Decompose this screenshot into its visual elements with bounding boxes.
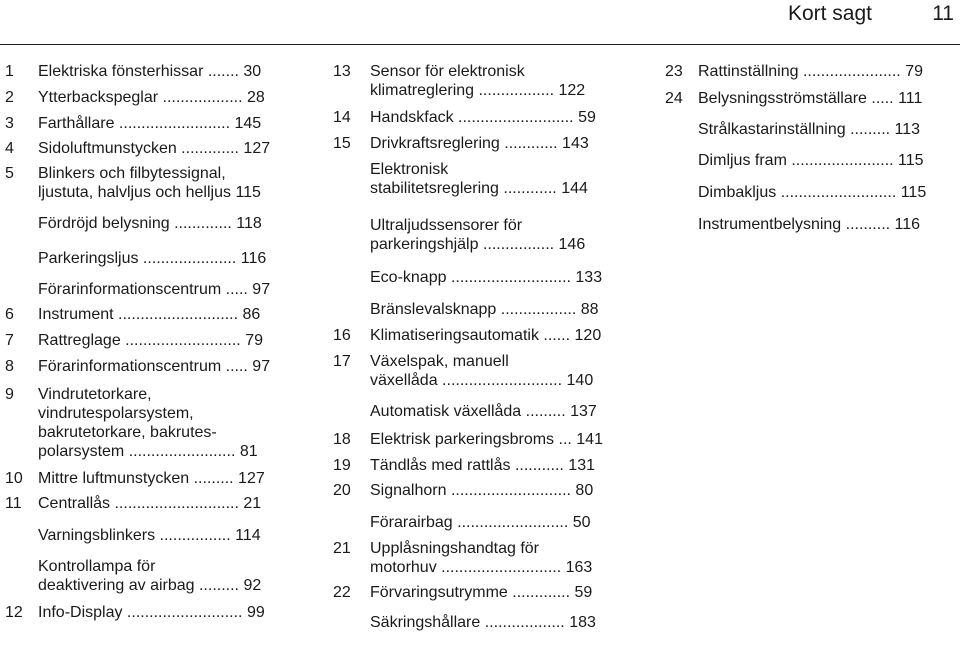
entry-text: Dimljus fram ....................... 115 <box>698 152 924 169</box>
entry-text: Förarairbag ......................... 50 <box>370 514 591 531</box>
entry-text: klimatreglering ................. 122 <box>370 82 586 99</box>
entry-number: 24 <box>665 90 683 107</box>
entry-number: 17 <box>333 353 351 370</box>
page-title: Kort sagt <box>787 2 872 25</box>
entry-number: 6 <box>5 306 14 323</box>
entry-text: parkeringshjälp ................ 146 <box>370 236 586 253</box>
entry-text: Rattreglage .......................... 79 <box>38 332 263 349</box>
entry-text: Info-Display .......................... 99 <box>38 604 265 621</box>
entry-number: 12 <box>5 604 23 621</box>
entry-text: ljustuta, halvljus och helljus 115 <box>38 184 261 201</box>
entry-text: Instrumentbelysning .......... 116 <box>698 216 921 233</box>
entry-text: Växelspak, manuell <box>370 353 509 370</box>
entry-number: 22 <box>333 584 351 601</box>
entry-number: 16 <box>333 327 351 344</box>
entry-text: Varningsblinkers ................ 114 <box>38 527 261 544</box>
entry-number: 13 <box>333 63 351 80</box>
entry-text: Eco-knapp ........................... 133 <box>370 269 603 286</box>
page-number: 11 <box>932 2 954 25</box>
entry-text: stabilitetsreglering ............ 144 <box>370 180 588 197</box>
entry-text: bakrutetorkare, bakrutes- <box>38 424 217 441</box>
entry-number: 2 <box>5 89 14 106</box>
entry-text: Elektronisk <box>370 161 449 178</box>
entry-text: Upplåsningshandtag för <box>370 540 540 557</box>
entry-number: 21 <box>333 540 351 557</box>
entry-text: Sidoluftmunstycken ............. 127 <box>38 140 271 157</box>
entry-text: Sensor för elektronisk <box>370 63 525 80</box>
entry-number: 4 <box>5 140 14 157</box>
entry-number: 19 <box>333 457 351 474</box>
entry-text: Centrallås ............................ 21 <box>38 495 262 512</box>
entry-number: 20 <box>333 482 351 499</box>
entry-text: Förarinformationscentrum ..... 97 <box>38 358 271 375</box>
entry-text: Mittre luftmunstycken ......... 127 <box>38 470 265 487</box>
entry-number: 15 <box>333 135 351 152</box>
entry-number: 7 <box>5 332 14 349</box>
entry-text: deaktivering av airbag ......... 92 <box>38 577 262 594</box>
entry-text: Kontrollampa för <box>38 558 156 575</box>
entry-number: 1 <box>5 63 14 80</box>
entry-text: Vindrutetorkare, <box>38 386 152 403</box>
entry-number: 8 <box>5 358 14 375</box>
entry-text: Signalhorn ........................... 80 <box>370 482 594 499</box>
entry-number: 3 <box>5 115 14 132</box>
entry-text: Farthållare ......................... 145 <box>38 115 262 132</box>
entry-text: Dimbakljus .......................... 115 <box>698 184 927 201</box>
entry-text: Ytterbackspeglar .................. 28 <box>38 89 265 106</box>
entry-text: Belysningsströmställare ..... 111 <box>698 90 923 107</box>
entry-number: 5 <box>5 165 14 182</box>
entry-text: Säkringshållare .................. 183 <box>370 614 596 631</box>
entry-text: Elektrisk parkeringsbroms ... 141 <box>370 431 603 448</box>
entry-text: Klimatiseringsautomatik ...... 120 <box>370 327 602 344</box>
entry-text: Parkeringsljus ..................... 116 <box>38 250 267 267</box>
entry-text: Rattinställning ...................... 79 <box>698 63 923 80</box>
header-rule <box>0 44 960 45</box>
entry-text: Fördröjd belysning ............. 118 <box>38 215 262 232</box>
entry-text: Blinkers och filbytessignal, <box>38 165 226 182</box>
page-header <box>0 0 960 44</box>
entry-text: polarsystem ........................ 81 <box>38 443 258 460</box>
entry-text: Drivkraftsreglering ............ 143 <box>370 135 589 152</box>
entry-text: Tändlås med rattlås ........... 131 <box>370 457 595 474</box>
entry-text: Handskfack .......................... 59 <box>370 109 596 126</box>
entry-number: 14 <box>333 109 351 126</box>
entry-text: Ultraljudssensorer för <box>370 217 523 234</box>
entry-number: 9 <box>5 386 14 403</box>
entry-text: Strålkastarinställning ......... 113 <box>698 121 921 138</box>
entry-number: 18 <box>333 431 351 448</box>
entry-text: växellåda ........................... 140 <box>370 372 594 389</box>
entry-number: 23 <box>665 63 683 80</box>
entry-number: 10 <box>5 470 23 487</box>
entry-text: Instrument ........................... 86 <box>38 306 261 323</box>
entry-number: 11 <box>5 495 22 512</box>
entry-text: Förarinformationscentrum ..... 97 <box>38 281 271 298</box>
entry-text: Förvaringsutrymme ............. 59 <box>370 584 593 601</box>
entry-text: vindrutespolarsystem, <box>38 405 194 422</box>
entry-text: Elektriska fönsterhissar ....... 30 <box>38 63 262 80</box>
entry-text: Bränslevalsknapp ................. 88 <box>370 301 599 318</box>
entry-text: Automatisk växellåda ......... 137 <box>370 403 597 420</box>
entry-text: motorhuv ........................... 163 <box>370 559 593 576</box>
